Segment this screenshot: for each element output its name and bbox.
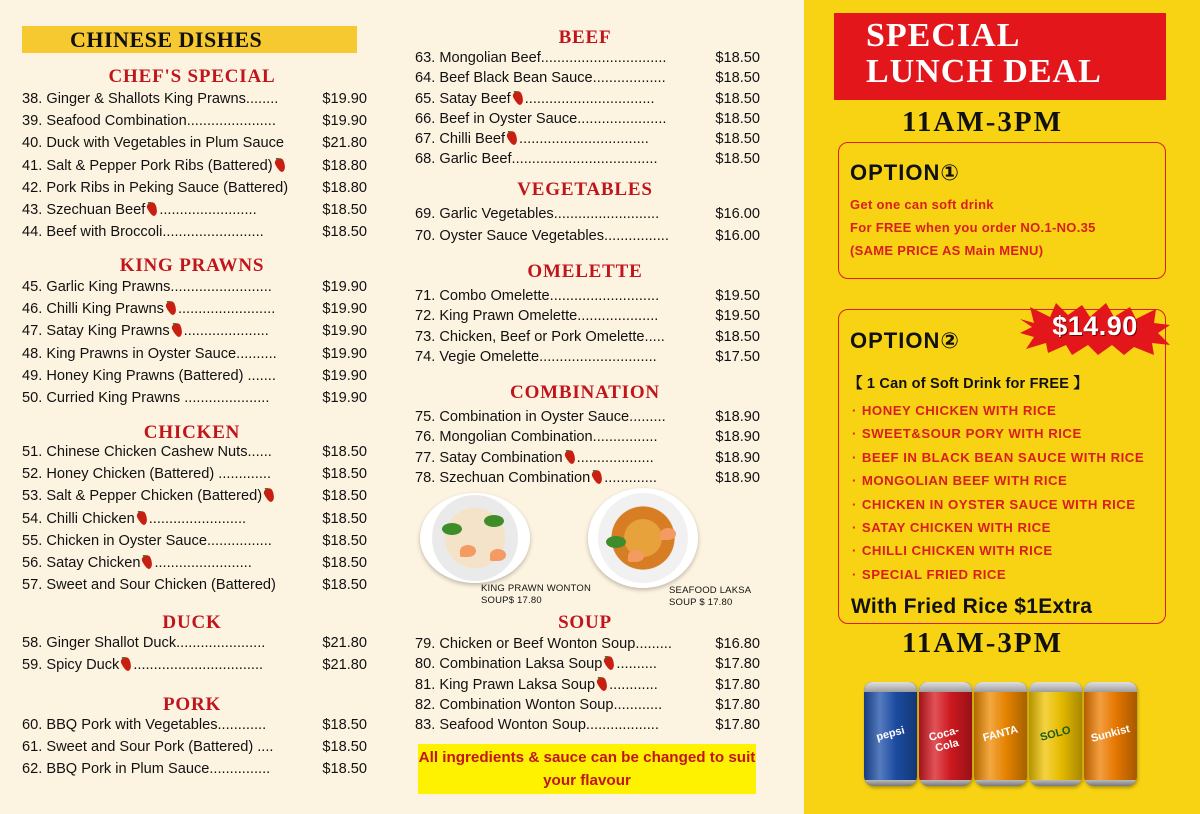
menu-item-name-text: 53. Salt & Pepper Chicken (Battered) [22,488,263,505]
menu-item [22,279,367,301]
menu-item-price: $18.50 [715,131,760,148]
menu-item-name-text: 46. Chilli King Prawns [22,301,164,318]
chili-icon [563,450,577,465]
menu-item [22,91,367,113]
option1-text [850,193,1096,262]
menu-item-name-text: 74. Vegie Omelette............................. [415,348,657,365]
deal-item: · MONGOLIAN BEEF WITH RICE [852,469,1144,492]
menu-item [415,636,760,656]
menu-item [415,677,760,697]
leader-dots: ........................ [159,201,257,218]
menu-item [22,511,367,533]
menu-item-name [22,301,315,317]
menu-item-name-text: 51. Chinese Chicken Cashew Nuts...... [22,444,272,460]
menu-item-name [22,761,315,777]
menu-item-name [22,577,315,593]
section-list [22,635,367,679]
menu-item-name [415,717,708,733]
chili-icon [141,555,155,570]
menu-item-name-text: 55. Chicken in Oyster Sauce................ [22,532,272,549]
menu-item-price: $18.80 [322,179,367,196]
deal-item: · BEEF IN BLACK BEAN SAUCE WITH RICE [852,446,1144,469]
menu-item-name [22,739,315,755]
menu-title-banner: CHINESE DISHES [22,26,357,53]
menu-item-price: $19.90 [322,367,367,384]
menu-item [415,450,760,470]
section-title-omelette: OMELETTE [527,261,643,282]
leader-dots: ........................ [177,301,276,318]
soda-can [1029,682,1082,786]
menu-item-name [22,466,315,482]
menu-item [415,206,760,228]
menu-item-price: $18.80 [322,157,367,174]
menu-item [22,466,367,488]
menu-item-name-text: 67. Chilli Beef [415,131,506,148]
menu-item-price: $21.80 [322,135,367,152]
menu-item-name-text: 44. Beef with Broccoli......................... [22,224,264,241]
deal-item: · CHICKEN IN OYSTER SAUCE WITH RICE [852,493,1144,516]
menu-item-name-text: 56. Satay Chicken [22,554,141,571]
menu-item-name-text: 59. Spicy Duck [22,657,120,674]
menu-item-price: $16.00 [715,206,760,222]
menu-item [415,717,760,737]
menu-item-name [22,717,315,733]
menu-item [22,739,367,761]
deal-item: · SPECIAL FRIED RICE [852,563,1144,586]
menu-item-name-text: 41. Salt & Pepper Pork Ribs (Battered) [22,157,273,174]
lunch-hours-top: 11AM-3PM [902,106,1063,138]
menu-item-price: $18.50 [322,577,367,594]
chili-icon [170,323,184,338]
section-list [415,206,760,250]
menu-item-price: $18.50 [322,717,367,733]
menu-item-name-text: 40. Duck with Vegetables in Plum Sauce [22,135,285,152]
menu-item-price: $18.50 [322,761,367,778]
menu-item-name [22,657,315,673]
menu-item-price: $18.90 [715,469,760,486]
menu-item-price: $19.90 [322,389,367,406]
fried-rice-extra: With Fried Rice $1Extra [851,595,1093,618]
menu-item-price: $19.90 [322,113,367,130]
lunch-deal-title-line2: LUNCH DEAL [866,53,1102,90]
menu-item [415,409,760,429]
menu-item-name [22,390,315,406]
chili-icon [596,677,610,692]
menu-item-name [22,224,315,240]
chili-icon [603,656,617,671]
menu-item-price: $18.50 [322,224,367,241]
section-list [22,279,367,412]
menu-item-price: $18.50 [322,488,367,505]
menu-item-name [415,228,708,244]
menu-item-name-text: 76. Mongolian Combination................ [415,429,658,446]
soda-can-label: SOLO [1038,724,1073,744]
section-title-vegetables: VEGETABLES [517,179,653,200]
section-title-duck: DUCK [162,612,222,633]
menu-item [22,135,367,157]
leader-dots: ............. [604,469,657,486]
menu-item-name [415,288,708,304]
menu-item-name [22,368,315,384]
soda-can-label: Sunkist [1089,723,1132,745]
chili-icon [164,301,178,316]
soda-can [1084,682,1137,786]
menu-item-price: $18.90 [715,429,760,446]
option1-title: OPTION① [850,160,960,185]
section-title-chefs-special: CHEF'S SPECIAL [108,66,276,87]
menu-item-price: $18.50 [715,70,760,87]
customization-note: All ingredients & sauce can be changed to suit your flavour [418,744,756,794]
menu-item-name-text: 42. Pork Ribs in Peking Sauce (Battered) [22,179,289,196]
menu-item [22,577,367,599]
menu-item [415,308,760,328]
menu-item-name-text: 39. Seafood Combination...................... [22,113,276,130]
soda-can [864,682,917,786]
menu-item-name [415,308,708,324]
menu-item [22,390,367,412]
leader-dots: ........................ [148,510,247,527]
menu-item-price: $19.90 [322,301,367,318]
section-title-chicken: CHICKEN [143,422,241,443]
menu-item [415,50,760,70]
chili-icon [273,158,287,173]
menu-item-name [22,135,315,151]
menu-item-name [415,656,708,672]
menu-item-name-text: 63. Mongolian Beef............................... [415,50,667,66]
menu-item-name [415,409,708,425]
menu-item-price: $19.90 [322,323,367,340]
menu-item-name [415,677,708,693]
menu-item-name [415,70,708,86]
section-list [22,91,367,246]
menu-item [22,158,367,180]
deal-item: · HONEY CHICKEN WITH RICE [852,399,1144,422]
menu-item-name [415,636,708,652]
menu-item-name [415,111,708,127]
option1-line: Get one can soft drink [850,197,994,212]
deal-item: · CHILLI CHICKEN WITH RICE [852,539,1144,562]
section-title-pork: PORK [162,694,222,715]
menu-item-name-text: 43. Szechuan Beef [22,201,146,218]
menu-item-name [22,91,315,107]
menu-item-name [415,50,708,66]
leader-dots: ........................ [154,554,252,571]
soda-can [974,682,1027,786]
leader-dots: ..................... [183,323,269,340]
chili-icon [135,511,149,526]
section-title-king-prawns: KING PRAWNS [119,255,265,276]
menu-item-name [415,429,708,445]
menu-item-price: $19.90 [322,345,367,362]
chili-icon [511,91,525,106]
menu-item-name-text: 70. Oyster Sauce Vegetables................ [415,228,669,245]
menu-item-price: $18.50 [322,532,367,549]
soda-can-label: pepsi [875,724,906,744]
menu-item-price: $17.80 [715,696,760,713]
menu-item-name-text: 68. Garlic Beef.................................... [415,151,658,168]
soda-can-label: FANTA [981,723,1020,745]
menu-item [22,657,367,679]
menu-item [22,346,367,368]
menu-item-name [415,450,708,466]
menu-item-price: $18.50 [715,90,760,107]
menu-item [22,180,367,202]
menu-item-name [415,131,708,147]
menu-item-name-text: 69. Garlic Vegetables.......................... [415,206,660,222]
menu-item [415,111,760,131]
menu-item [22,488,367,510]
deal-item: · SWEET&SOUR PORY WITH RICE [852,422,1144,445]
menu-item-name-text: 58. Ginger Shallot Duck...................... [22,635,266,651]
menu-item [22,635,367,657]
option2-subheading: 【 1 Can of Soft Drink for FREE 】 [848,376,1089,392]
menu-item-name [22,158,315,174]
menu-item-name [415,206,708,222]
section-title-beef: BEEF [558,27,612,48]
menu-item-name-text: 65. Satay Beef [415,90,511,107]
menu-item [415,429,760,449]
menu-item-name [22,323,315,339]
soda-can-label: Coca-Cola [927,724,961,755]
menu-item [415,228,760,250]
menu-item-name-text: 81. King Prawn Laksa Soup [415,676,596,693]
wonton-soup-photo [420,493,530,583]
laksa-soup-photo [588,488,698,588]
menu-item-price: $18.50 [322,201,367,218]
lunch-hours-bottom: 11AM-3PM [902,627,1063,659]
menu-item-price: $18.50 [322,444,367,460]
section-title-combination: COMBINATION [510,382,660,403]
menu-item [22,555,367,577]
menu-item-name [415,697,708,713]
leader-dots: ............ [609,676,658,693]
menu-item [22,761,367,783]
menu-item-name-text: 45. Garlic King Prawns......................... [22,279,272,295]
chili-icon [120,657,134,672]
menu-item-name-text: 60. BBQ Pork with Vegetables............ [22,717,267,733]
menu-item-price: $18.50 [322,554,367,571]
menu-item-name-text: 82. Combination Wonton Soup............ [415,696,663,713]
menu-item [22,224,367,246]
option2-list [852,399,1144,586]
menu-item-name-text: 72. King Prawn Omelette.................... [415,308,659,325]
menu-item-price: $18.50 [322,739,367,756]
menu-item-price: $18.50 [715,50,760,66]
menu-item-name [415,329,708,345]
lunch-deal-title-line1: SPECIAL [866,17,1021,54]
menu-item-name [22,555,315,571]
menu-item-price: $19.90 [322,91,367,107]
menu-item-name [22,635,315,651]
chili-icon [591,470,605,485]
menu-item [22,368,367,390]
menu-item-price: $18.90 [715,409,760,425]
section-list [415,636,760,737]
menu-item-name-text: 73. Chicken, Beef or Pork Omelette..... [415,328,665,345]
option2-price: $14.90 [1052,311,1138,341]
deal-item: · SATAY CHICKEN WITH RICE [852,516,1144,539]
wonton-caption: KING PRAWN WONTON SOUP$ 17.80 [481,583,592,606]
section-list [22,717,367,784]
menu-item-name-text: 61. Sweet and Sour Pork (Battered) .... [22,739,274,756]
menu-item-name-text: 62. BBQ Pork in Plum Sauce............... [22,761,271,778]
menu-item-price: $18.50 [715,110,760,127]
leader-dots: ................... [576,449,654,466]
menu-item-name [415,470,708,486]
menu-item [22,301,367,323]
section-list [22,444,367,599]
option1-line: For FREE when you order NO.1-NO.35 [850,220,1096,235]
menu-item-name-text: 38. Ginger & Shallots King Prawns........ [22,91,279,107]
menu-item-name-text: 83. Seafood Wonton Soup.................. [415,717,659,734]
menu-item-price: $18.90 [715,449,760,466]
menu-item [415,697,760,717]
menu-item-price: $18.50 [322,510,367,527]
leader-dots: ................................ [519,131,649,148]
leader-dots: .......... [616,656,657,673]
menu-item-name-text: 64. Beef Black Bean Sauce.................. [415,70,666,87]
menu-item-name-text: 79. Chicken or Beef Wonton Soup......... [415,636,672,652]
section-list [415,288,760,369]
menu-item-name-text: 66. Beef in Oyster Sauce...................... [415,110,667,127]
menu-item [415,470,760,490]
chili-icon [146,202,160,217]
menu-item-name [415,349,708,365]
menu-item-price: $16.00 [715,228,760,245]
menu-item-name-text: 78. Szechuan Combination [415,469,591,486]
menu-item [22,444,367,466]
menu-item-price: $19.90 [322,279,367,295]
menu-item-name [22,113,315,129]
menu-item-name-text: 54. Chilli Chicken [22,510,135,527]
menu-item-price: $21.80 [322,635,367,651]
menu-item [415,329,760,349]
menu-item-price: $16.80 [715,636,760,652]
menu-item [415,70,760,90]
menu-item-name [415,151,708,167]
menu-item [22,202,367,224]
menu-item [415,288,760,308]
laksa-caption: SEAFOOD LAKSA SOUP $ 17.80 [669,585,752,608]
menu-item [415,151,760,171]
menu-item-name-text: 80. Combination Laksa Soup [415,656,603,673]
menu-item-name [22,533,315,549]
menu-item-price: $18.50 [715,328,760,345]
section-title-soup: SOUP [558,612,612,633]
menu-item-price: $17.80 [715,676,760,693]
menu-item-name [22,279,315,295]
section-list [415,50,760,172]
menu-item-name-text: 48. King Prawns in Oyster Sauce.......... [22,345,277,362]
section-list [415,409,760,490]
menu-item-name-text: 49. Honey King Prawns (Battered) ....... [22,367,276,384]
menu-item [22,533,367,555]
menu-item-name [22,444,315,460]
option2-title: OPTION② [850,328,960,353]
menu-item-name [22,488,315,504]
menu-item-name-text: 50. Curried King Prawns ..................... [22,389,270,406]
menu-item-name [22,346,315,362]
menu-item-price: $19.50 [715,308,760,325]
menu-item-name-text: 52. Honey Chicken (Battered) ............. [22,466,272,483]
menu-item-price: $17.80 [715,656,760,673]
leader-dots: ................................ [133,657,264,674]
menu-item-price: $17.50 [715,348,760,365]
menu-item [22,717,367,739]
menu-item-name [22,511,315,527]
leader-dots: ................................ [524,90,655,107]
chili-icon [506,131,520,146]
soda-can [919,682,972,786]
menu-item [415,656,760,676]
menu-item-name-text: 71. Combo Omelette........................... [415,288,660,304]
menu-item-name-text: 57. Sweet and Sour Chicken (Battered) [22,577,276,594]
menu-item-price: $17.80 [715,717,760,734]
lunch-deal-title [834,13,1166,100]
menu-item-name-text: 77. Satay Combination [415,449,563,466]
menu-item-price: $18.50 [322,466,367,483]
menu-item-price: $19.50 [715,288,760,304]
menu-item-price: $21.80 [322,657,367,674]
menu-item-name [415,91,708,107]
menu-item [415,91,760,111]
chili-icon [263,488,277,503]
menu-item-name [22,202,315,218]
menu-item [415,131,760,151]
menu-item-name [22,180,315,196]
menu-item-price: $18.50 [715,151,760,168]
menu-item [22,323,367,345]
option1-line: (SAME PRICE AS Main MENU) [850,243,1044,258]
menu-item [415,349,760,369]
menu-item-name-text: 75. Combination in Oyster Sauce......... [415,409,666,425]
menu-item-name-text: 47. Satay King Prawns [22,323,170,340]
menu-item [22,113,367,135]
